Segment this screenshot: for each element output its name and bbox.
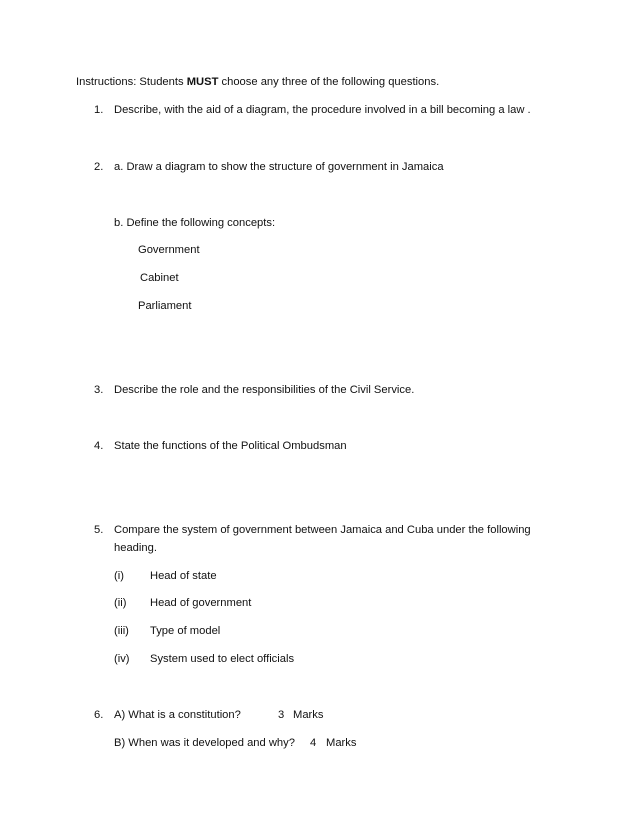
question-5-item-label: (iii) (114, 625, 129, 637)
question-6-part-a-marks-value: 3 (278, 709, 285, 721)
question-5-item-label: (iv) (114, 653, 130, 665)
question-4-number: 4. (94, 440, 104, 452)
question-6-part-b: B) When was it developed and why? (114, 737, 295, 749)
question-3-number: 3. (94, 384, 104, 396)
instructions-emphasis: MUST (186, 76, 219, 88)
question-3-text: Describe the role and the responsibilities of the Civil Service. (114, 384, 415, 396)
question-6-part-b-marks-value: 4 (310, 737, 317, 749)
question-6-part-a-marks-unit: Marks (293, 709, 324, 721)
question-5-item-text: Type of model (150, 625, 221, 637)
concept-government: Government (138, 244, 200, 256)
instructions-suffix: choose any three of the following questions. (218, 76, 440, 88)
question-1-number: 1. (94, 104, 104, 116)
concept-parliament: Parliament (138, 300, 192, 312)
question-4-text: State the functions of the Political Ombudsman (114, 440, 347, 452)
question-5-item-text: Head of state (150, 570, 217, 582)
instructions-prefix: Instructions: Students (76, 76, 187, 88)
question-5-item-label: (i) (114, 570, 124, 582)
concept-cabinet: Cabinet (140, 272, 179, 284)
question-5-item-text: System used to elect officials (150, 653, 295, 665)
question-6-part-a: A) What is a constitution? (114, 709, 241, 721)
question-5-item-text: Head of government (150, 597, 252, 609)
question-1-text: Describe, with the aid of a diagram, the procedure involved in a bill becoming a law . (114, 104, 531, 116)
question-2-part-a: a. Draw a diagram to show the structure of government in Jamaica (114, 161, 444, 173)
instructions-line (76, 75, 439, 89)
question-5-item-label: (ii) (114, 597, 127, 609)
question-2-part-b: b. Define the following concepts: (114, 217, 276, 229)
question-5-text-line-1: Compare the system of government between Jamaica and Cuba under the following (114, 524, 531, 536)
question-5-number: 5. (94, 524, 104, 536)
question-6-number: 6. (94, 709, 104, 721)
question-6-part-b-marks-unit: Marks (326, 737, 357, 749)
question-5-text-line-2: heading. (114, 542, 157, 554)
question-2-number: 2. (94, 161, 104, 173)
